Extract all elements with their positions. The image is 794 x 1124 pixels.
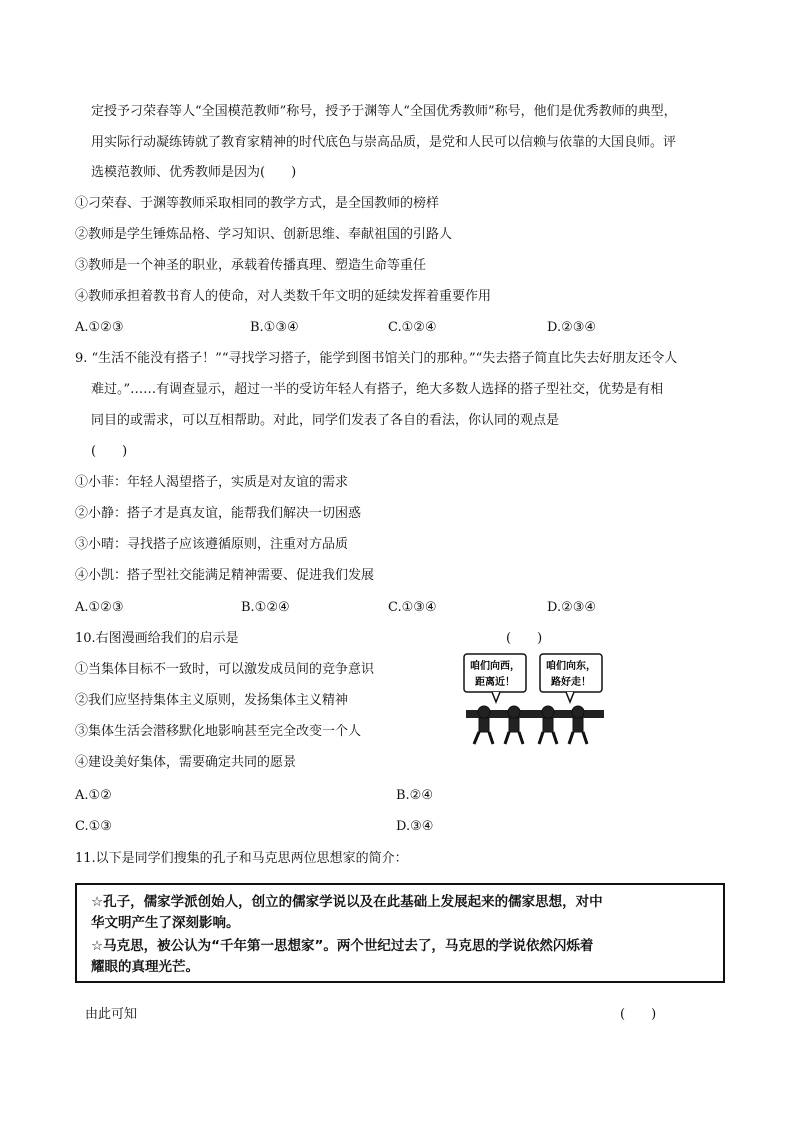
carrier-3-body [543, 718, 553, 732]
q11-answer-blank: ( ) [620, 1007, 657, 1022]
box-line-1: ☆孔子，儒家学派创始人，创立的儒家学说以及在此基础上发展起来的儒家思想，对中 [91, 894, 603, 910]
tug-of-direction-cartoon [462, 652, 612, 748]
q9-statement-2: ②小静：搭子才是真友谊，能帮我们解决一切困惑 [75, 506, 362, 521]
q8-stem-line-2: 用实际行动凝练铸就了教育家精神的时代底色与崇高品质，是党和人民可以信赖与依靠的大国良师。评 [91, 135, 677, 150]
carrier-3-head [542, 706, 554, 718]
q8-statement-2: ②教师是学生锤炼品格、学习知识、创新思维、奉献祖国的引路人 [75, 227, 453, 242]
q9-stem-line-2: 难过。”……有调查显示，超过一半的受访年轻人有搭子，绝大多数人选择的搭子型社交，优势是有相 [91, 382, 664, 397]
q9-statement-1: ①小菲：年轻人渴望搭子，实质是对友谊的需求 [75, 475, 349, 490]
bubble-right-line-1: 咱们向东， [546, 661, 596, 672]
q8-stem-line-3: 选模范教师、优秀教师是因为( ) [91, 165, 297, 180]
q8-option-a[interactable]: A.①②③ [75, 320, 124, 335]
carrier-4-head [572, 706, 584, 718]
q10-statement-3: ③集体生活会潜移默化地影响甚至完全改变一个人 [75, 724, 362, 739]
q9-option-a[interactable]: A.①②③ [75, 600, 124, 615]
q8-statement-3: ③教师是一个神圣的职业，承载着传播真理、塑造生命等重任 [75, 258, 427, 273]
q10-option-b[interactable]: B.②④ [396, 788, 433, 803]
q9-stem-line-3: 同目的或需求，可以互相帮助。对此，同学们发表了各自的看法，你认同的观点是 [91, 413, 560, 428]
q9-option-c[interactable]: C.①③④ [388, 600, 437, 615]
carrier-2-head [508, 706, 520, 718]
q8-statement-4: ④教师承担着教书育人的使命，对人类数千年文明的延续发挥着重要作用 [75, 289, 492, 304]
q10-option-d[interactable]: D.③④ [396, 819, 434, 834]
q9-option-d[interactable]: D.②③④ [547, 600, 597, 615]
q8-option-c[interactable]: C.①②④ [388, 320, 437, 335]
thinker-intro-box [75, 883, 725, 983]
q10-option-a[interactable]: A.①② [75, 788, 112, 803]
q10-statement-2: ②我们应坚持集体主义原则，发扬集体主义精神 [75, 693, 349, 708]
carrier-4-body [573, 718, 583, 732]
bubble-left-line-2: 距离近！ [475, 677, 515, 688]
q9-answer-blank: ( ) [91, 444, 128, 459]
carrier-2-body [509, 718, 519, 732]
box-line-3: ☆马克思，被公认为“千年第一思想家”。两个世纪过去了，马克思的学说依然闪烁着 [91, 938, 594, 954]
q11-conclusion: 由此可知 [85, 1007, 138, 1022]
q10-stem: 10.右图漫画给我们的启示是 [75, 631, 239, 646]
q9-statement-3: ③小晴：寻找搭子应该遵循原则，注重对方品质 [75, 537, 349, 552]
q8-stem-line-1: 定授予刁荣春等人“全国模范教师”称号，授予于渊等人“全国优秀教师”称号，他们是优秀教师的典型， [91, 104, 677, 119]
carrier-1-body [479, 718, 489, 732]
q10-statement-4: ④建设美好集体，需要确定共同的愿景 [75, 755, 297, 770]
bubble-right-line-2: 路好走！ [551, 677, 591, 688]
q10-option-c[interactable]: C.①③ [75, 819, 112, 834]
q11-stem: 11.以下是同学们搜集的孔子和马克思两位思想家的简介： [75, 851, 408, 866]
box-line-2: 华文明产生了深刻影响。 [91, 915, 240, 931]
q9-option-b[interactable]: B.①②④ [241, 600, 290, 615]
q8-option-d[interactable]: D.②③④ [547, 320, 597, 335]
q10-statement-1: ①当集体目标不一致时，可以激发成员间的竞争意识 [75, 662, 375, 677]
carrier-1-head [478, 706, 490, 718]
q9-statement-4: ④小凯：搭子型社交能满足精神需要、促进我们发展 [75, 568, 375, 583]
q8-statement-1: ①刁荣春、于渊等教师采取相同的教学方式，是全国教师的榜样 [75, 196, 440, 211]
q9-stem-line-1: 9. “生活不能没有搭子！”“寻找学习搭子，能学到图书馆关门的那种。”“失去搭子简直比失去好朋友还令人 [75, 351, 678, 366]
q10-answer-blank: ( ) [506, 631, 543, 646]
bubble-left-line-1: 咱们向西， [470, 661, 520, 672]
box-line-4: 耀眼的真理光芒。 [91, 959, 199, 975]
q8-option-b[interactable]: B.①③④ [250, 320, 299, 335]
